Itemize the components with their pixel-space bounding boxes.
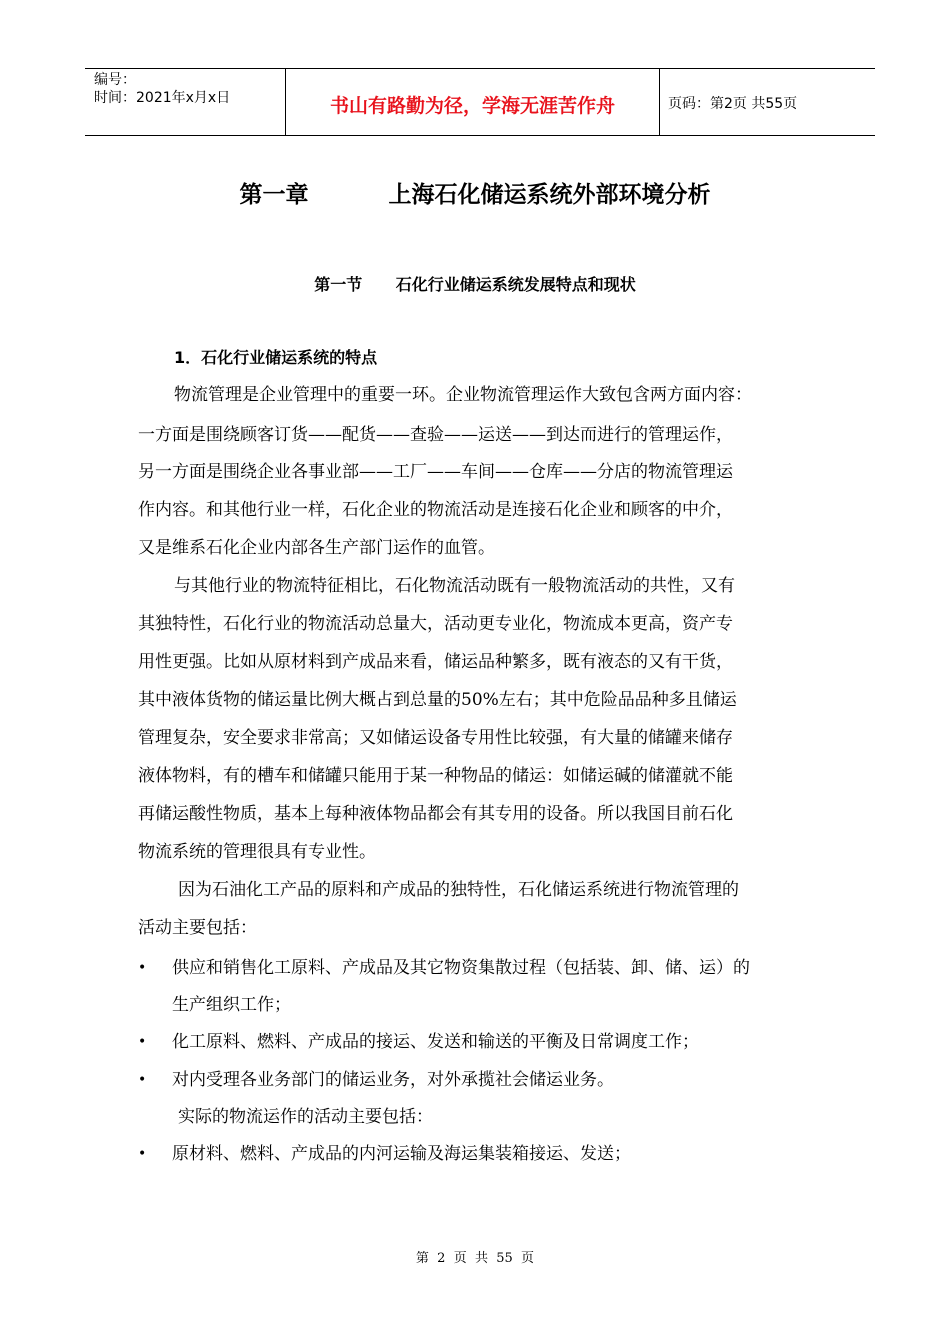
header-meta <box>85 69 286 135</box>
header-motto: 书山有路勤为径，学海无涯苦作舟 <box>329 94 615 117</box>
paragraph2-line: 物流系统的管理很具有专业性。 <box>138 842 376 862</box>
paragraph1-line: 作内容。和其他行业一样，石化企业的物流活动是连接石化企业和顾客的中介， <box>138 500 733 520</box>
paragraph2-line: 液体物料，有的槽车和储罐只能用于某一种物品的储运：如储运碱的储灌就不能 <box>138 766 733 786</box>
paragraph4-line: 实际的物流运作的活动主要包括： <box>178 1107 433 1127</box>
chapter-title: 第一章 上海石化储运系统外部环境分析 <box>239 182 711 208</box>
document-time-label: 时间：2021年x月x日 <box>94 90 231 106</box>
paragraph2-line: 再储运酸性物质，基本上每种液体物品都会有其专用的设备。所以我国目前石化 <box>138 804 733 824</box>
header-motto-cell <box>286 69 660 135</box>
subheading: 1．石化行业储运系统的特点 <box>174 348 378 367</box>
paragraph2-line: 与其他行业的物流特征相比，石化物流活动既有一般物流活动的共性，又有 <box>174 576 735 596</box>
bullet-item-line: 生产组织工作； <box>172 995 291 1015</box>
paragraph3-line: 活动主要包括： <box>138 918 257 938</box>
paragraph1-line: 一方面是围绕顾客订货——配货——查验——运送——到达而进行的管理运作， <box>138 425 733 445</box>
bullet-item-line: 供应和销售化工原料、产成品及其它物资集散过程（包括装、卸、储、运）的 <box>172 958 750 978</box>
bullet-marker: • <box>138 1146 147 1162</box>
paragraph1-line: 另一方面是围绕企业各事业部——工厂——车间——仓库——分店的物流管理运 <box>138 462 733 482</box>
bullet-marker: • <box>138 1072 147 1088</box>
bullet-item-line: 化工原料、燃料、产成品的接运、发送和输送的平衡及日常调度工作； <box>172 1032 699 1052</box>
bullet-item-line: 原材料、燃料、产成品的内河运输及海运集装箱接运、发送； <box>172 1144 631 1164</box>
bullet-marker: • <box>138 1034 147 1050</box>
bullet-marker: • <box>138 960 147 976</box>
paragraph1-line: 物流管理是企业管理中的重要一环。企业物流管理运作大致包含两方面内容： <box>174 385 752 405</box>
header-page-label: 页码：第2页 共55页 <box>668 96 798 112</box>
paragraph2-line: 用性更强。比如从原材料到产成品来看，储运品种繁多，既有液态的又有干货， <box>138 652 733 672</box>
section-title: 第一节 石化行业储运系统发展特点和现状 <box>314 275 636 294</box>
paragraph3-line: 因为石油化工产品的原料和产成品的独特性，石化储运系统进行物流管理的 <box>178 880 739 900</box>
bullet-item-line: 对内受理各业务部门的储运业务，对外承揽社会储运业务。 <box>172 1070 614 1090</box>
header-page-cell <box>660 69 875 135</box>
paragraph2-line: 管理复杂，安全要求非常高；又如储运设备专用性比较强，有大量的储罐来储存 <box>138 728 733 748</box>
paragraph2-line: 其中液体货物的储运量比例大概占到总量的50%左右；其中危险品品种多且储运 <box>138 690 737 710</box>
document-number-label: 编号： <box>94 72 136 88</box>
paragraph2-line: 其独特性，石化行业的物流活动总量大，活动更专业化，物流成本更高，资产专 <box>138 614 733 634</box>
page-header <box>85 68 875 136</box>
paragraph1-line: 又是维系石化企业内部各生产部门运作的血管。 <box>138 538 495 558</box>
page-footer: 第 2 页 共 55 页 <box>415 1251 535 1266</box>
